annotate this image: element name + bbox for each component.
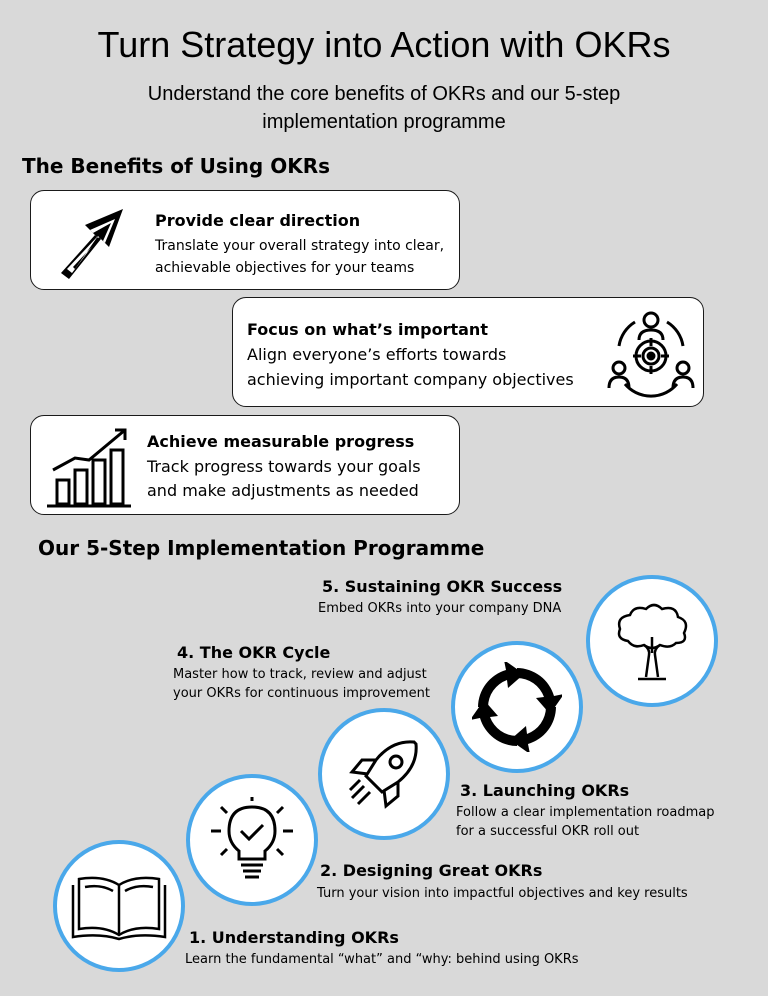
step-3-title: 3. Launching OKRs [460, 781, 630, 800]
benefit-desc-line1: Translate your overall strategy into clear, [155, 238, 445, 254]
benefit-desc-line1: Align everyone’s efforts towards [247, 345, 507, 364]
benefit-desc-line2: and make adjustments as needed [147, 481, 419, 500]
benefit-title: Provide clear direction [155, 211, 361, 230]
benefit-desc-line2: achieving important company objectives [247, 370, 574, 389]
step-2-desc: Turn your vision into impactful objectives and key results [317, 886, 688, 901]
benefit-title: Achieve measurable progress [147, 432, 415, 451]
open-book-icon [71, 871, 167, 941]
step-3-desc-line1: Follow a clear implementation roadmap [456, 805, 715, 820]
step-1-circle [53, 840, 185, 972]
step-5-title: 5. Sustaining OKR Success [322, 577, 563, 596]
benefit-title: Focus on what’s important [247, 320, 488, 339]
programme-heading: Our 5-Step Implementation Programme [38, 536, 485, 560]
step-4-desc-line2: your OKRs for continuous improvement [173, 686, 430, 701]
benefit-card-direction [30, 190, 460, 290]
cycle-arrows-icon [472, 662, 562, 752]
step-4-circle [451, 641, 583, 773]
step-5-circle [586, 575, 718, 707]
step-3-circle [318, 708, 450, 840]
benefit-desc-line1: Track progress towards your goals [147, 457, 421, 476]
benefits-heading: The Benefits of Using OKRs [22, 154, 330, 178]
arrow-up-right-icon [45, 199, 131, 285]
tree-icon [614, 601, 690, 681]
rocket-icon [344, 734, 424, 814]
page-subtitle: Understand the core benefits of OKRs and our 5-step implementation programme [147, 83, 621, 133]
step-4-desc-line1: Master how to track, review and adjust [173, 667, 427, 682]
team-target-icon [605, 306, 697, 398]
step-3-desc-line2: for a successful OKR roll out [456, 824, 640, 839]
benefit-desc-line2: achievable objectives for your teams [155, 260, 415, 276]
benefit-card-progress [30, 415, 460, 515]
step-1-desc: Learn the fundamental “what” and “why: behind using OKRs [185, 952, 579, 967]
step-1-title: 1. Understanding OKRs [189, 928, 399, 947]
step-2-circle [186, 774, 318, 906]
step-4-title: 4. The OKR Cycle [177, 643, 331, 662]
growth-chart-icon [45, 424, 133, 510]
lightbulb-check-icon [207, 797, 297, 883]
step-5-desc: Embed OKRs into your company DNA [318, 601, 562, 616]
benefit-card-focus [232, 297, 704, 407]
step-2-title: 2. Designing Great OKRs [320, 861, 543, 880]
page-title: Turn Strategy into Action with OKRs [97, 24, 671, 65]
